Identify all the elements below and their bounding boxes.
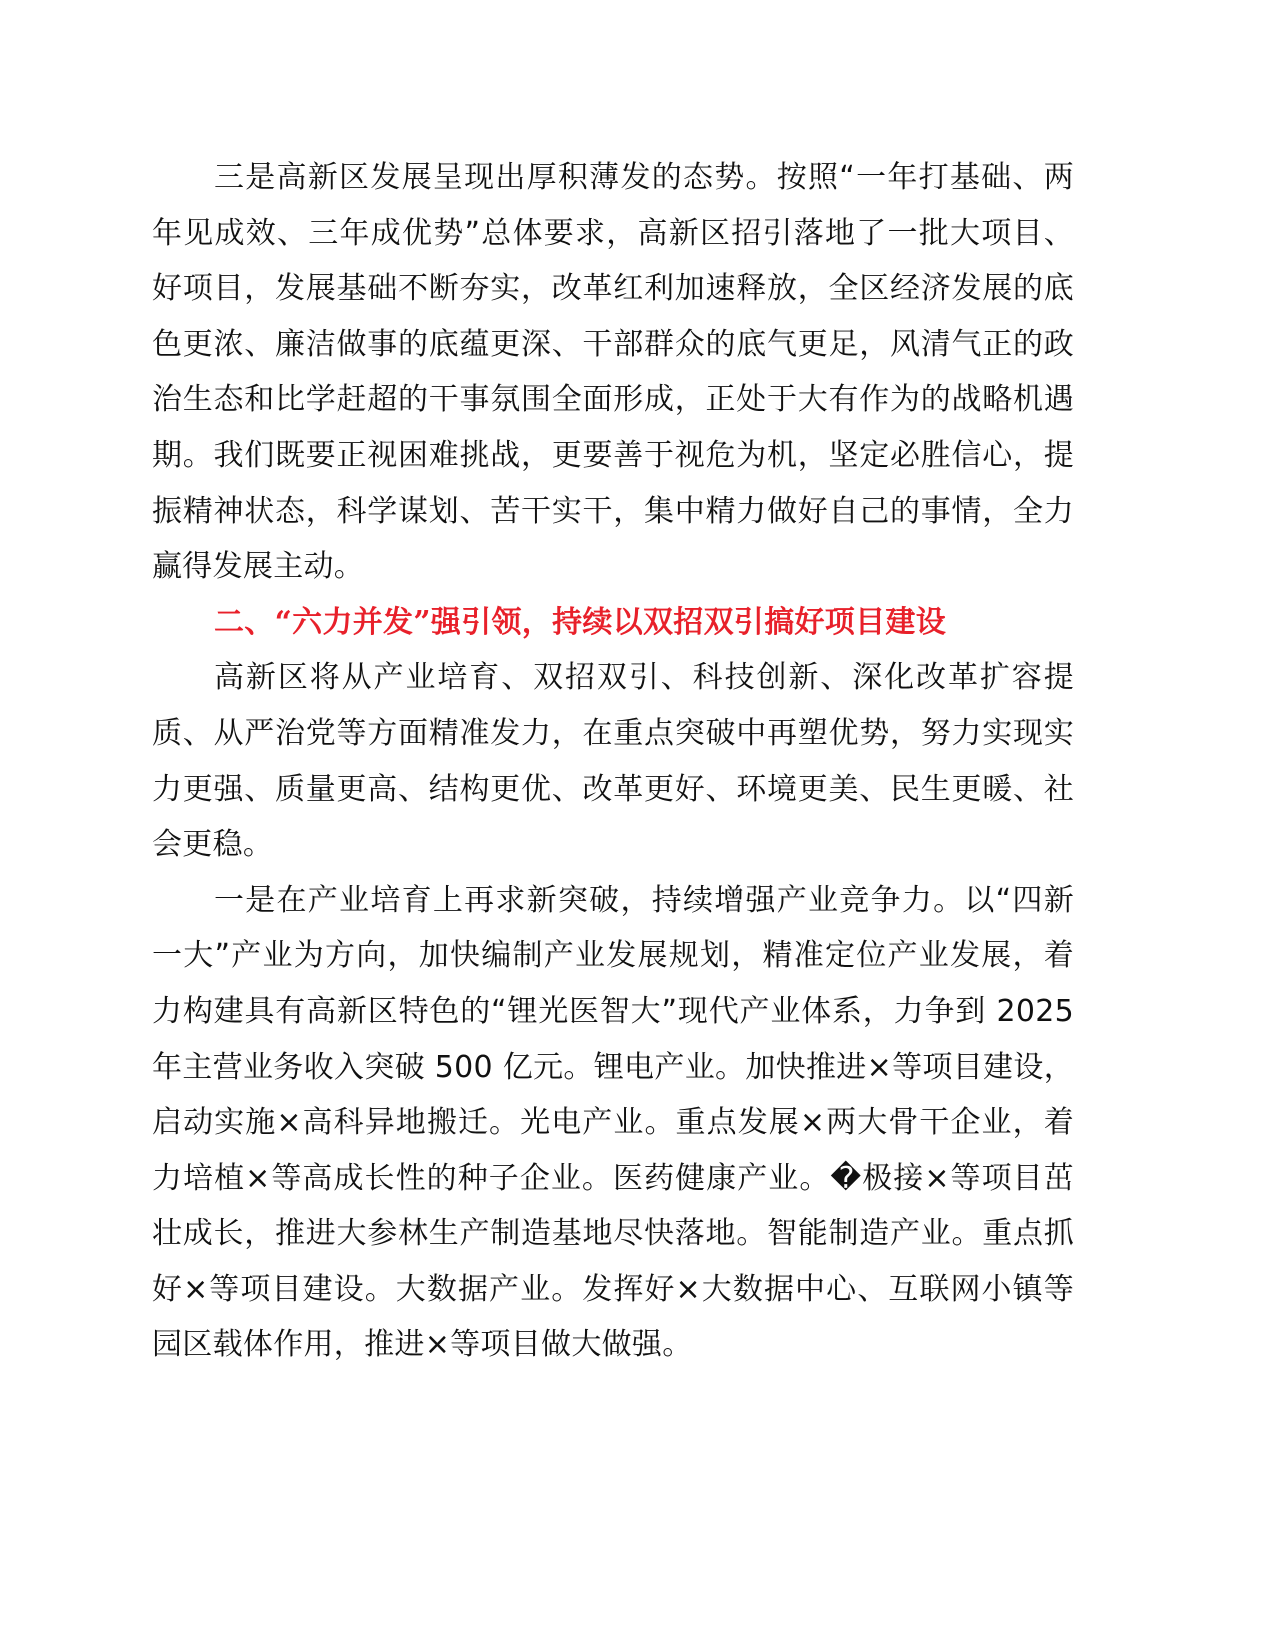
document-body [152,150,1074,1373]
paragraph-high-tech-zone-trend: 三是高新区发展呈现出厚积薄发的态势。按照“一年打基础、两年见成效、三年成优势”总体要求，高新区招引落地了一批大项目、好项目，发展基础不断夯实，改革红利加速释放，全区经济发展的底色更浓、廉洁做事的底蕴更深、干部群众的底气更足，风清气正的政治生态和比学赶超的干事氛围全面形成，正处于大有作为的战略机遇期。我们既要正视困难挑战，更要善于视危为机，坚定必胜信心，提振精神状态，科学谋划、苦干实干，集中精力做好自己的事情，全力赢得发展主动。 [152,160,1074,585]
section-heading-two: 二、“六力并发”强引领，持续以双招双引搞好项目建设 [214,604,947,640]
paragraph-six-forces-overview: 高新区将从产业培育、双招双引、科技创新、深化改革扩容提质、从严治党等方面精准发力，在重点突破中再塑优势，努力实现实力更强、质量更高、结构更优、改革更好、环境更美、民生更暖、社会更稳。 [152,660,1074,863]
paragraph-industry-cultivation: 一是在产业培育上再求新突破，持续增强产业竞争力。以“四新一大”产业为方向，加快编制产业发展规划，精准定位产业发展，着力构建具有高新区特色的“锂光医智大”现代产业体系，力争到 2025 年主营业务收入突破 500 亿元。锂电产业。加快推进×等项目建设，启动实施×高科异地搬迁。光电产业。重点发展×两大骨干企业，着力培植×等高成长性的种子企业。医药健康产业。�极接×等项目茁壮成长，推进大参林生产制造基地尽快落地。智能制造产业。重点抓好×等项目建设。大数据产业。发挥好×大数据中心、互联网小镇等园区载体作用，推进×等项目做大做强。 [152,882,1074,1363]
